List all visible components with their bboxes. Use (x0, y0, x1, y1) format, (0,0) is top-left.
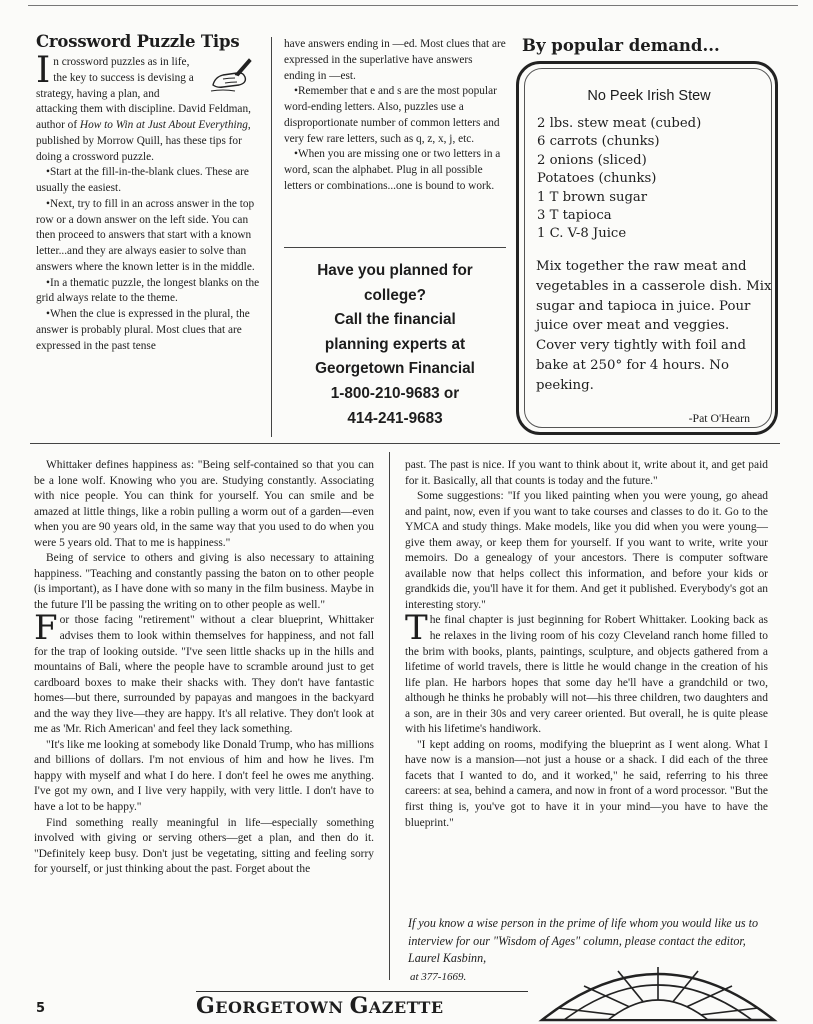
ad-line: Call the financial (334, 311, 456, 329)
article-paragraph: The final chapter is just beginning for Robert Whittaker. Looking back as he relaxes in the living room of his cozy Cleveland ranch home filled to the brim with books, plants, paintings, sculpture, and objects gathered from a lifetime of world travels, there is little he would change in the creation of his life plan. He harbors hopes that some day he'll have a grandchild or two, although he thinks he probably will not—his three children, two daughters and a son, are in their 30s and very career oriented. But overall, he is quite please with his lifetime's handiwork. (405, 608, 768, 736)
ingredient: Potatoes (chunks) (537, 171, 657, 187)
ad-line: Have you planned for (317, 262, 473, 279)
ingredient: 2 lbs. stew meat (cubed) (537, 116, 702, 131)
top-rule (28, 5, 798, 6)
tip-paragraph: •When you are missing one or two letters in a word, scan the alphabet. Plug in all possible letters or combinations...one is bound to work. (284, 148, 501, 192)
article-column-right (405, 458, 768, 831)
recipe-credit: -Pat O'Hearn (688, 411, 750, 425)
ingredient: 6 carrots (chunks) (537, 134, 660, 150)
ingredient: 2 onions (sliced) (537, 152, 647, 168)
crossword-tips-title: Crossword Puzzle Tips (36, 32, 240, 51)
ad-line: college? (363, 286, 427, 304)
tip-paragraph: •In a thematic puzzle, the longest blanks on the grid always relate to the theme. (36, 276, 260, 305)
ingredient: 1 T brown sugar (537, 189, 648, 205)
article-paragraph: past. The past is nice. If you want to think about it, write about it, and get paid for it. Basically, all that counts is today and the future." (405, 459, 768, 487)
tip-paragraph: •Remember that e and s are the most popular word-ending letters. Also, puzzles use a disproportionate number of common letters and very few rare letters, such as q, z, x, j, etc. (284, 85, 500, 145)
ad-line: Georgetown Financial (315, 360, 475, 378)
editor-phone: at 377-1669. (410, 970, 467, 983)
tip-paragraph: •Start at the fill-in-the-blank clues. These are usually the easiest. (36, 166, 249, 194)
article-paragraph: Being of service to others and giving is also necessary to attaining happiness. "Teaching and constantly passing the baton on to other people (is important), as I have done with so many in the film business. Maybe in the future I'll be passing the writing on to other people as well." (34, 552, 374, 611)
editor-note: If you know a wise person in the prime of life whom you would like us to interview for our "Wisdom of Ages" column, please contact the editor, Laurel Kasbinn, at 377-1669. (408, 916, 759, 983)
column-divider (271, 37, 272, 437)
article-column-left (34, 458, 374, 878)
tip-paragraph: •When the clue is expressed in the plural, the answer is probably plural. Most clues that are expressed in the past tense (36, 308, 250, 352)
tips-dropcap: I (36, 50, 51, 91)
recipe-ingredients (537, 115, 767, 244)
crossword-tips-column-2 (284, 37, 506, 195)
article-paragraph: Some suggestions: "If you liked painting when you were young, go ahead and paint, now, even if you want to take courses and classes to do it. Go to the YMCA and study things. Make models, like you did when you were young—give them away, or keep them for yourself. If you want to write, write your memoirs. Do a genealogy of your ancestors. There is computer software available now that helps collect this information, and before your kids or grandkids die, you'll have it for them. And get it published. Everybody's got an interesting story." (405, 490, 768, 611)
ad-line: 1-800-210-9683 or (330, 384, 460, 402)
fanlight-logo (538, 958, 778, 1022)
financial-ad (284, 259, 506, 431)
ad-line: 414-241-9683 (347, 409, 443, 427)
page-number: 5 (36, 1001, 46, 1016)
article-paragraph: Find something really meaningful in life—especially something involved with giving or serving others—get a plan, and then do it. "Definitely keep busy. Don't just be vegetating, sitting and feeling sorry for yourself, or just thinking about the past. Forget about the (34, 816, 374, 876)
article-paragraph: "It's like me looking at somebody like Donald Trump, who has millions and billions of dollars. I'm not envious of him and how he lives. I'm happy with myself and what I do here. I don't feel he owes me anything. I've got my own, and I live very happily, with very little. I don't have to have a lot to be happy." (34, 738, 374, 814)
ingredient: 1 C. V-8 Juice (537, 226, 627, 242)
article-paragraph: "I kept adding on rooms, modifying the blueprint as I went along. What I have now is a mansion—not just a house or a shack. I did each of the three facets that I wanted to do, and it worked," he said, referring to his three careers: at sea, behind a camera, and now in front of a word processor. "But the first thing is, you've got to have it in your mind—you have to have the blueprint." (405, 738, 768, 829)
tip-paragraph: have answers ending in —ed. Most clues that are expressed in the superlative have answers ending in —est. (284, 38, 506, 82)
recipe-name: No Peek Irish Stew (587, 88, 711, 104)
article-paragraph: Whittaker defines happiness as: "Being self-contained so that you can be a lone wolf. Knowing who you are. Studying constantly. Associating with nice people. You can think for yourself. You can smile and be amazed at little things, like a robin pulling a worm out of a garden—even when you are 90 years old, in the same way that you used to do when you were 5 years old. That to me is happiness." (34, 459, 374, 549)
section-divider (284, 247, 506, 248)
writing-hand-icon (209, 55, 253, 95)
footer-rule (196, 991, 528, 992)
section-divider (30, 443, 780, 444)
article-paragraph: For those facing "retirement" without a clear blueprint, Whittaker advises them to look within themselves for happiness, and not fall for the trap of looking outside. "I've seen little shacks up in the hills and mountains of Bali, where the people have to scramble around just to get cardboard boxes to make their shacks with. They don't have fantastic homes—but there, surrounded by papayas and mangoes in the backyard and the way they live—they are happy. It's all relative. They don't look at me as 'Mr. Rich American' and feel they lack something. (34, 608, 374, 736)
crossword-tips-column-1: In crossword puzzles as in life, the key to success is devising a strategy, having a plan, and attacking them with discipline. David Feldman, author of How to Win at Just About Everything, published by Morrow Quill, has these tips for doing a crossword puzzle. •Start at the fill-in-the-blank clues. These are usually the easiest. •Next, try to fill in an across answer in the top row or a down answer on the left side. You can then proceed to answers that start with a known letter...and they are always easier to solve than answers where the known letter is in the middle. •In a thematic puzzle, the longest blanks on the grid always relate to the theme. •When the clue is expressed in the plural, the answer is probably plural. Most clues that are expressed in the past tense (36, 55, 261, 354)
tip-paragraph: •Next, try to fill in an across answer in the top row or a down answer on the left side. You can then proceed to answers that start with a known letter...and they are always easier to solve than answers where the known letter is in the middle. (36, 197, 255, 273)
popular-demand-title: By popular demand... (522, 36, 720, 55)
ad-line: planning experts at (324, 335, 466, 353)
column-divider (389, 452, 390, 980)
book-title: How to Win at Just About Everything (79, 119, 248, 131)
article-dropcap: T (405, 608, 428, 649)
ingredient: 3 T tapioca (537, 208, 612, 224)
masthead: GEORGETOWN GAZETTE (196, 993, 444, 1019)
recipe-method: Mix together the raw meat and vegetables in a casserole dish. Mix sugar and tapioca in juice. Pour juice over meat and veggies. Cover very tightly with foil and bake at 250° for 4 hours. No peeking. (536, 259, 772, 393)
article-dropcap: F (34, 608, 58, 649)
